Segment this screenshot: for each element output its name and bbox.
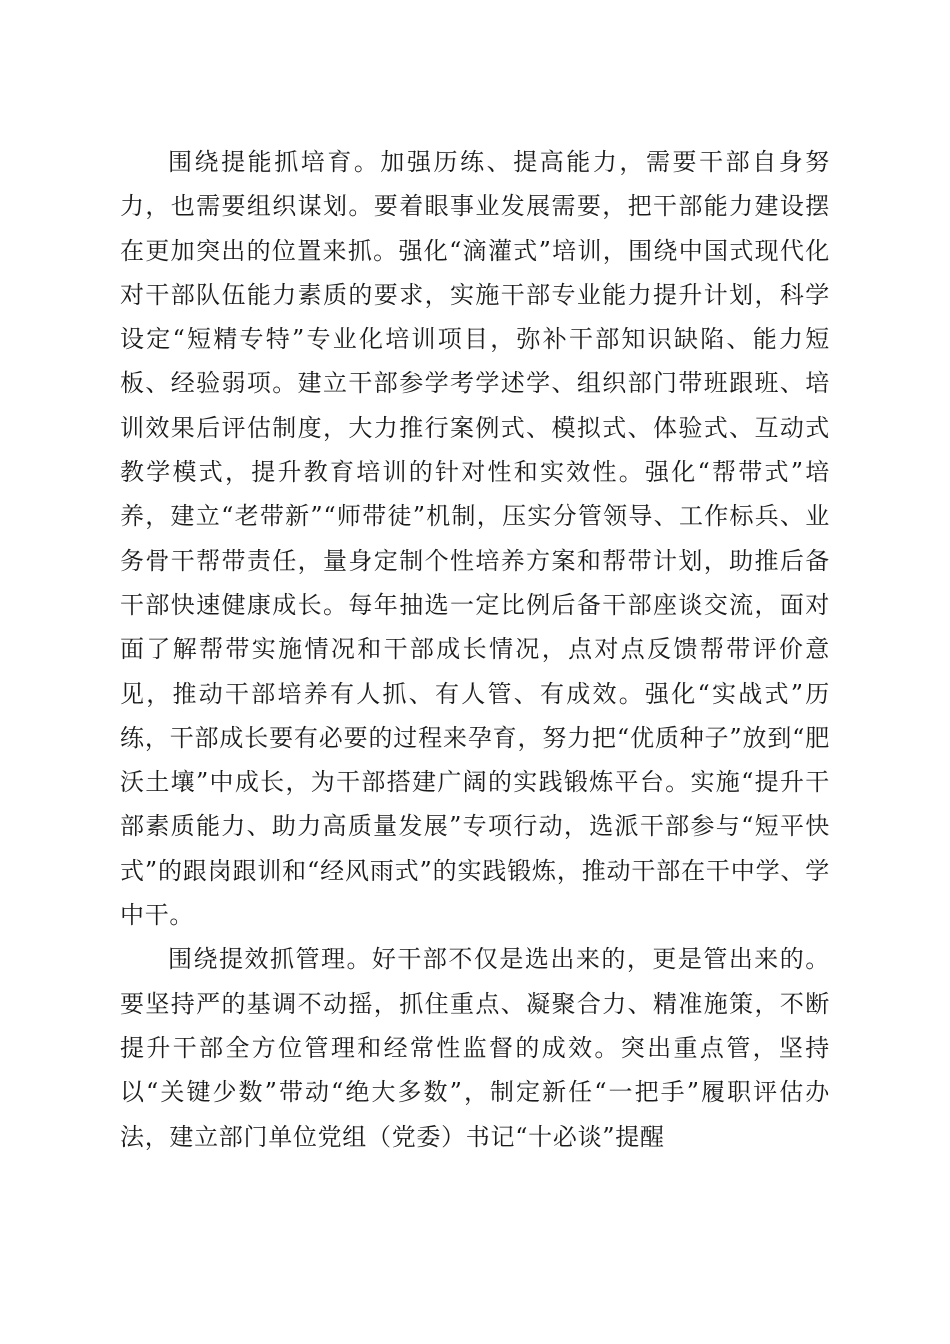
paragraph-management: 围绕提效抓管理。好干部不仅是选出来的，更是管出来的。要坚持严的基调不动摇，抓住重点、凝聚合力、精准施策，不断提升干部全方位管理和经常性监督的成效。突出重点管，坚持以“关键少数”带动“绝大多数”，制定新任“一把手”履职评估办法，建立部门单位党组（党委）书记“十必谈”提醒 [120,945,830,1151]
document-body [120,140,830,1159]
paragraph-cultivation: 围绕提能抓培育。加强历练、提高能力，需要干部自身努力，也需要组织谋划。要着眼事业发展需要，把干部能力建设摆在更加突出的位置来抓。强化“滴灌式”培训，围绕中国式现代化对干部队伍能力素质的要求，实施干部专业能力提升计划，科学设定“短精专特”专业化培训项目，弥补干部知识缺陷、能力短板、经验弱项。建立干部参学考学述学、组织部门带班跟班、培训效果后评估制度，大力推行案例式、模拟式、体验式、互动式教学模式，提升教育培训的针对性和实效性。强化“帮带式”培养，建立“老带新”“师带徒”机制，压实分管领导、工作标兵、业务骨干帮带责任，量身定制个性培养方案和帮带计划，助推后备干部快速健康成长。每年抽选一定比例后备干部座谈交流，面对面了解帮带实施情况和干部成长情况，点对点反馈帮带评价意见，推动干部培养有人抓、有人管、有成效。强化“实战式”历练，干部成长要有必要的过程来孕育，努力把“优质种子”放到“肥沃土壤”中成长，为干部搭建广阔的实践锻炼平台。实施“提升干部素质能力、助力高质量发展”专项行动，选派干部参与“短平快式”的跟岗跟训和“经风雨式”的实践锻炼，推动干部在干中学、学中干。 [120,148,830,930]
